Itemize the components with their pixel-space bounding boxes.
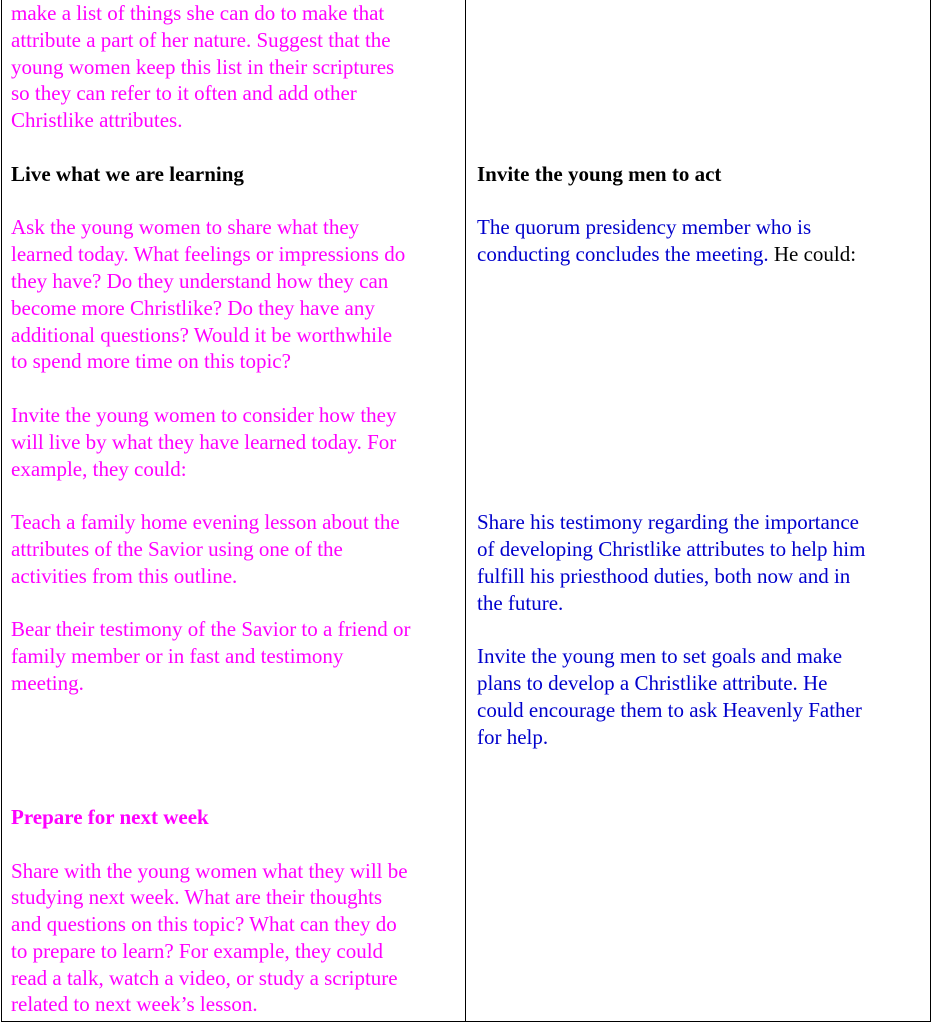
next-week-paragraph: Share with the young women what they will be studying next week. What are their thoughts and questions on this topic? What can they do to prepare to learn? For example, they could read a talk, watch a video, or study a scripture related to next week’s lesson. <box>11 858 408 1017</box>
goals-paragraph: Invite the young men to set goals and make plans to develop a Christlike attribute. He could encourage them to ask Heavenly Father for help. <box>477 644 862 749</box>
intro-paragraph: make a list of things she can do to make that attribute a part of her nature. Suggest that the young women keep this list in their scriptures so they can refer to it often and add other Christlike attributes. <box>11 1 395 133</box>
live-heading: Live what we are learning <box>11 161 244 186</box>
young-women-column <box>11 0 461 1018</box>
act-heading: Invite the young men to act <box>477 161 722 186</box>
column-divider <box>465 0 466 1022</box>
share-paragraph: Ask the young women to share what they learned today. What feelings or impressions do they have? Do they understand how they can become more Christlike? Do they have any additional questions? Would it be worthwhile to spend more time on this topic? <box>11 215 406 374</box>
young-men-column <box>477 0 917 750</box>
teach-paragraph: Teach a family home evening lesson about the attributes of the Savior using one of the activities from this outline. <box>11 510 400 588</box>
invite-paragraph: Invite the young women to consider how they will live by what they have learned today. For example, they could: <box>11 402 397 481</box>
prepare-heading: Prepare for next week <box>11 804 209 829</box>
testimony-paragraph: Share his testimony regarding the importance of developing Christlike attributes to help him fulfill his priesthood duties, both now and in the future. <box>477 510 866 615</box>
bear-paragraph: Bear their testimony of the Savior to a friend or family member or in fast and testimony meeting. <box>11 617 411 695</box>
quorum-paragraph: The quorum presidency member who is conducting concludes the meeting. He could: <box>477 215 857 267</box>
